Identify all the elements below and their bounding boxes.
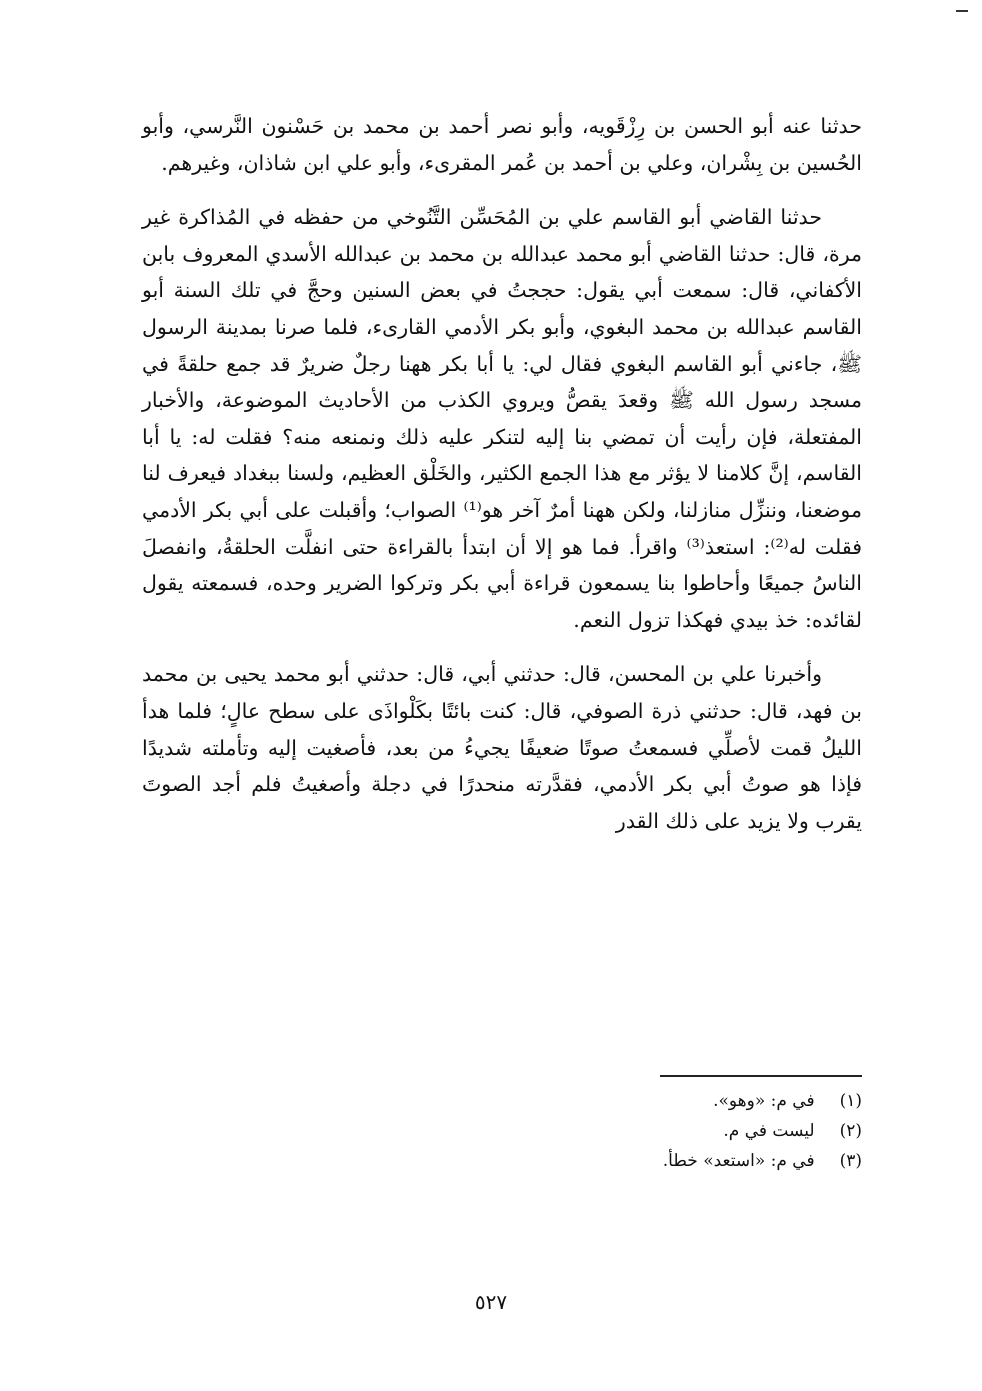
- footnote-text: في م: «استعد» خطأ.: [662, 1151, 815, 1171]
- footnote-text: في م: «وهو».: [713, 1091, 815, 1111]
- main-text: [142, 108, 862, 839]
- page-number: ٥٢٧: [474, 1290, 508, 1314]
- footnote-number: (٣): [839, 1151, 862, 1171]
- footnote-3: [142, 1146, 862, 1176]
- paragraph-2: حدثنا القاضي أبو القاسم علي بن المُحَسِّن التَّنُوخي من حفظه في المُذاكرة غير مرة، قال: حدثنا القاضي أبو محمد عبدالله بن محمد بن عبدالله الأسدي المعروف بابن الأكفاني، قال: سمعت أبي يقول: حججتُ في بعض السنين وحجَّ في تلك السنة أبو القاسم عبدالله بن محمد البغوي، وأبو بكر الأدمي القارىء، فلما صرنا بمدينة الرسول ﷺ، جاءني أبو القاسم البغوي فقال لي: يا أبا بكر ههنا رجلٌ ضريرٌ قد جمع حلقةً في مسجد رسول الله ﷺ وقعدَ يقصُّ ويروي الكذب من الأحاديث الموضوعة، والأخبار المفتعلة، فإن رأيت أن تمضي بنا إليه لتنكر عليه ذلك ونمنعه منه؟ فقلت له: يا أبا القاسم، إنَّ كلامنا لا يؤثر مع هذا الجمع الكثير، والخَلْق العظيم، ولسنا ببغداد فيعرف لنا موضعنا، وننزِّل منازلنا، ولكن ههنا أمرٌ آخر هو⁽¹⁾ الصواب؛ وأقبلت على أبي بكر الأدمي فقلت له⁽²⁾: استعذ⁽³⁾ واقرأ. فما هو إلا أن ابتدأ بالقراءة حتى انفلَّت الحلقةُ، وانفصلَ الناسُ جميعًا وأحاطوا بنا يسمعون قراءة أبي بكر وتركوا الضرير وحده، فسمعته يقول لقائده: خذ بيدي فهكذا تزول النعم.: [142, 205, 862, 632]
- footnote-number: (٢): [839, 1121, 862, 1141]
- footnote-separator: [660, 1075, 862, 1077]
- footnote-1: [142, 1086, 862, 1116]
- paragraph-3: وأخبرنا علي بن المحسن، قال: حدثني أبي، قال: حدثني أبو محمد يحيى بن محمد بن فهد، قال: حدثني ذرة الصوفي، قال: كنت بائتًا بكَلْواذَى على سطح عالٍ؛ فلما هدأ الليلُ قمت لأصلِّي فسمعتُ صوتًا ضعيفًا يجيءُ من بعد، فأصغيت إليه وتأملته شديدًا فإذا هو صوتُ أبي بكر الأدمي، فقدَّرته منحدرًا في دجلة وأصغيتُ فلم أجد الصوتَ يقرب ولا يزيد على ذلك القدر: [142, 662, 862, 833]
- paragraph-1: حدثنا عنه أبو الحسن بن رِزْقَويه، وأبو نصر أحمد بن محمد بن حَسْنون النَّرسي، وأبو الحُسين بن بِشْران، وعلي بن أحمد بن عُمر المقرىء، وأبو علي ابن شاذان، وغيرهم.: [142, 114, 862, 175]
- footnotes: [142, 1086, 862, 1176]
- footnote-number: (١): [839, 1091, 862, 1111]
- footnote-text: ليست في م.: [723, 1121, 815, 1141]
- footnote-2: [142, 1116, 862, 1146]
- page-edge-mark: [956, 10, 968, 12]
